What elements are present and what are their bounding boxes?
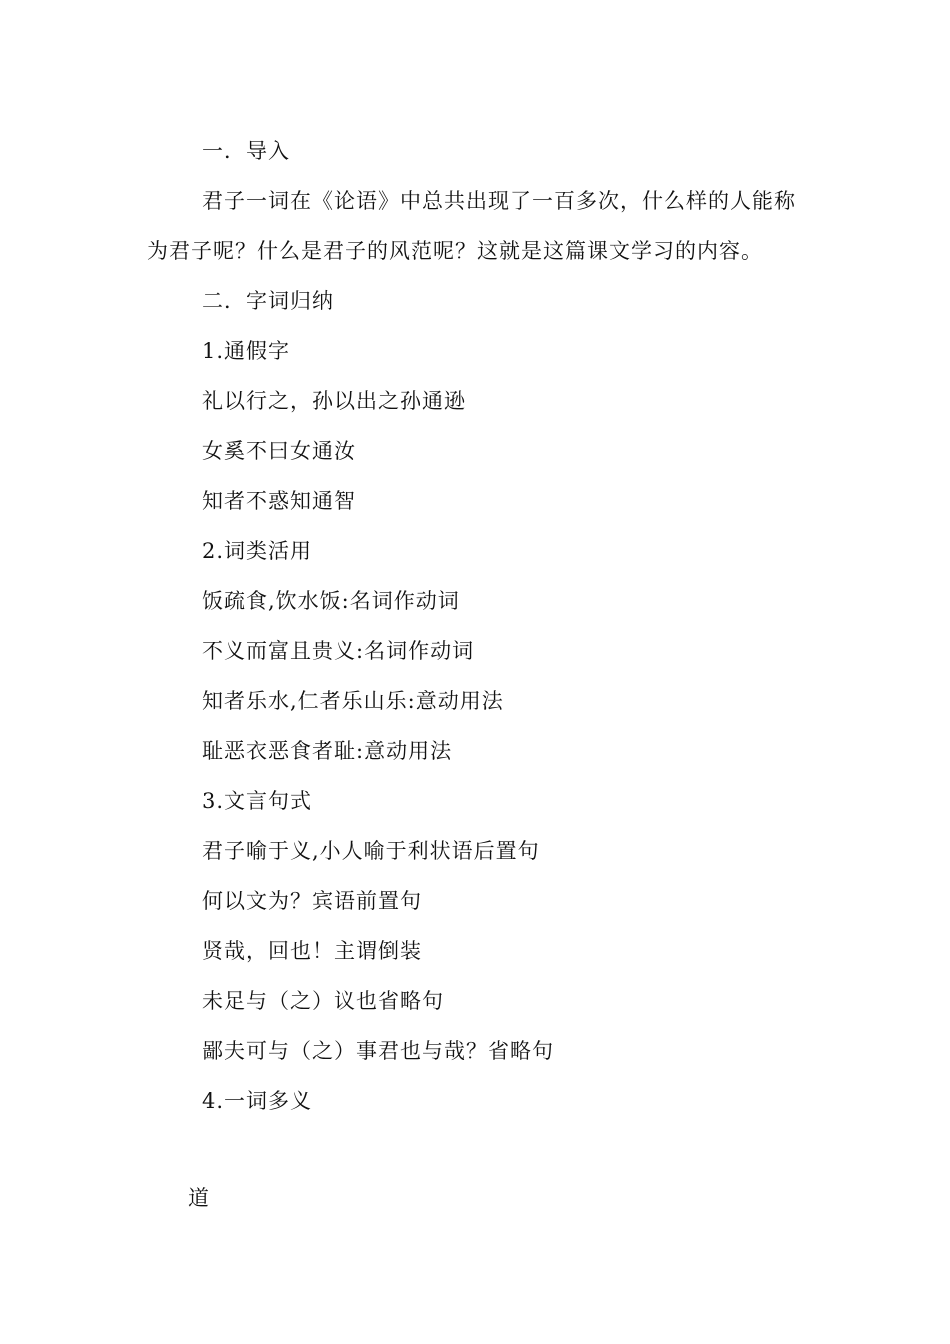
tongjia-item: 知者不惑知通智 — [202, 489, 356, 513]
cilei-item: 耻恶衣恶食者耻:意动用法 — [202, 739, 453, 763]
jushi-item: 君子喻于义,小人喻于利状语后置句 — [202, 839, 540, 863]
subheading-duoyi: 4.一词多义 — [202, 1089, 313, 1113]
tongjia-item: 礼以行之，孙以出之孙通逊 — [202, 389, 466, 413]
duoyi-word: 道 — [188, 1186, 210, 1210]
subheading-cilei: 2.词类活用 — [202, 539, 313, 563]
jushi-item: 贤哉，回也！主谓倒装 — [202, 939, 422, 963]
intro-paragraph-line-2: 为君子呢？什么是君子的风范呢？这就是这篇课文学习的内容。 — [147, 239, 763, 263]
jushi-item: 鄙夫可与（之）事君也与哉？省略句 — [202, 1039, 554, 1063]
cilei-item: 饭疏食,饮水饭:名词作动词 — [202, 589, 460, 613]
jushi-item: 未足与（之）议也省略句 — [202, 989, 444, 1013]
tongjia-item: 女奚不曰女通汝 — [202, 439, 356, 463]
cilei-item: 不义而富且贵义:名词作动词 — [202, 639, 475, 663]
cilei-item: 知者乐水,仁者乐山乐:意动用法 — [202, 689, 504, 713]
section-heading-intro: 一．导入 — [202, 139, 290, 163]
subheading-tongjia: 1.通假字 — [202, 339, 291, 363]
jushi-item: 何以文为？宾语前置句 — [202, 889, 422, 913]
subheading-jushi: 3.文言句式 — [202, 789, 313, 813]
intro-paragraph-line-1: 君子一词在《论语》中总共出现了一百多次，什么样的人能称 — [202, 189, 796, 213]
section-heading-vocab: 二．字词归纳 — [202, 289, 334, 313]
